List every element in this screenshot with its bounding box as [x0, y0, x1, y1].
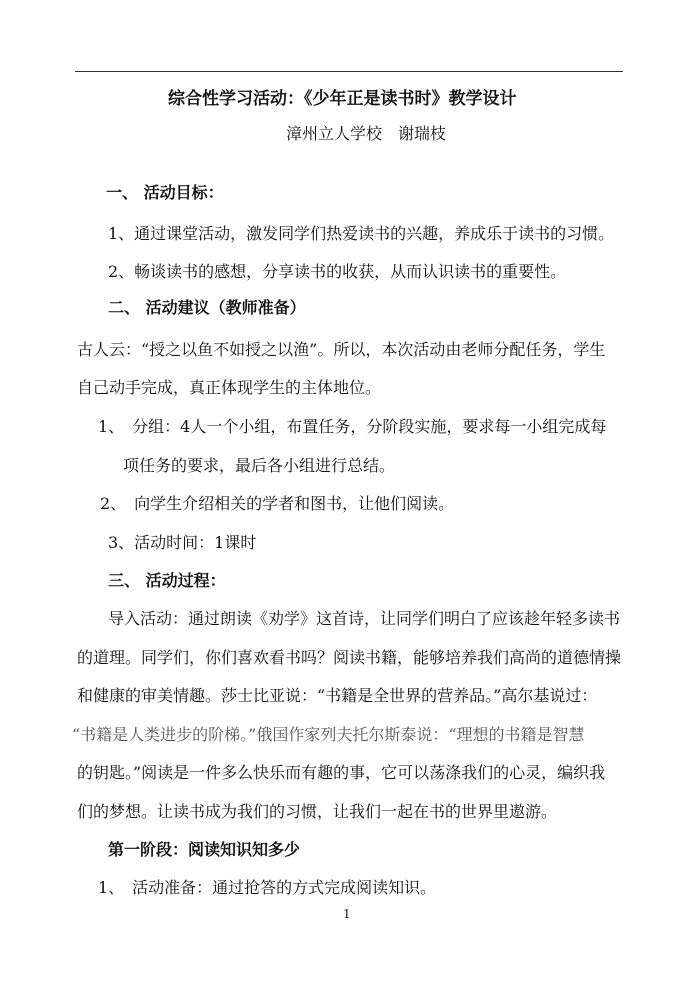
page-number: 1: [343, 907, 351, 921]
document-title: 综合性学习活动：《少年正是读书时》教学设计: [168, 89, 517, 109]
section-3-para-line-4: “书籍是人类进步的阶梯。”俄国作家列夫托尔斯泰说：“理想的书籍是智慧: [72, 725, 585, 744]
section-2-item-3: 3、活动时间：1课时: [108, 533, 257, 552]
stage-1-item-1: 1、 活动准备：通过抢答的方式完成阅读知识。: [98, 878, 437, 897]
section-2-item-2: 2、 向学生介绍相关的学者和图书，让他们阅读。: [100, 494, 455, 513]
section-2-intro-line-2: 自己动手完成，真正体现学生的主体地位。: [77, 378, 382, 397]
section-3-para-line-2: 的道理。同学们，你们喜欢看书吗？阅读书籍，能够培养我们高尚的道德情操: [77, 648, 622, 667]
section-2-heading: 二、 活动建议（教师准备）: [108, 298, 306, 317]
section-3-para-line-1: 导入活动：通过朗读《劝学》这首诗，让同学们明白了应该趁年轻多读书: [108, 609, 621, 628]
author-line: 漳州立人学校 谢瑞枝: [286, 124, 447, 143]
section-3-heading: 三、 活动过程：: [108, 571, 226, 590]
stage-1-heading: 第一阶段：阅读知识知多少: [108, 840, 301, 859]
section-1-item-2: 2、畅谈读书的感想，分享读书的收获，从而认识读书的重要性。: [108, 262, 567, 281]
section-2-item-1-line-2: 项任务的要求，最后各小组进行总结。: [123, 456, 396, 475]
section-3-para-line-5: 的钥匙。”阅读是一件多么快乐而有趣的事，它可以荡涤我们的心灵，编织我: [77, 763, 606, 782]
section-3-para-line-3: 和健康的审美情趣。莎士比亚说：“书籍是全世界的营养品。”高尔基说过：: [77, 686, 598, 705]
section-1-heading: 一、 活动目标：: [106, 183, 224, 202]
section-1-item-1: 1、通过课堂活动，激发同学们热爱读书的兴趣，养成乐于读书的习惯。: [108, 224, 615, 243]
header-rule: [75, 71, 623, 72]
section-2-item-1-line-1: 1、 分组：4人一个小组，布置任务，分阶段实施，要求每一小组完成每: [98, 417, 607, 436]
section-3-para-line-6: 们的梦想。让读书成为我们的习惯，让我们一起在书的世界里遨游。: [77, 802, 558, 821]
section-2-intro-line-1: 古人云：“授之以鱼不如授之以渔”。所以，本次活动由老师分配任务，学生: [77, 340, 606, 359]
